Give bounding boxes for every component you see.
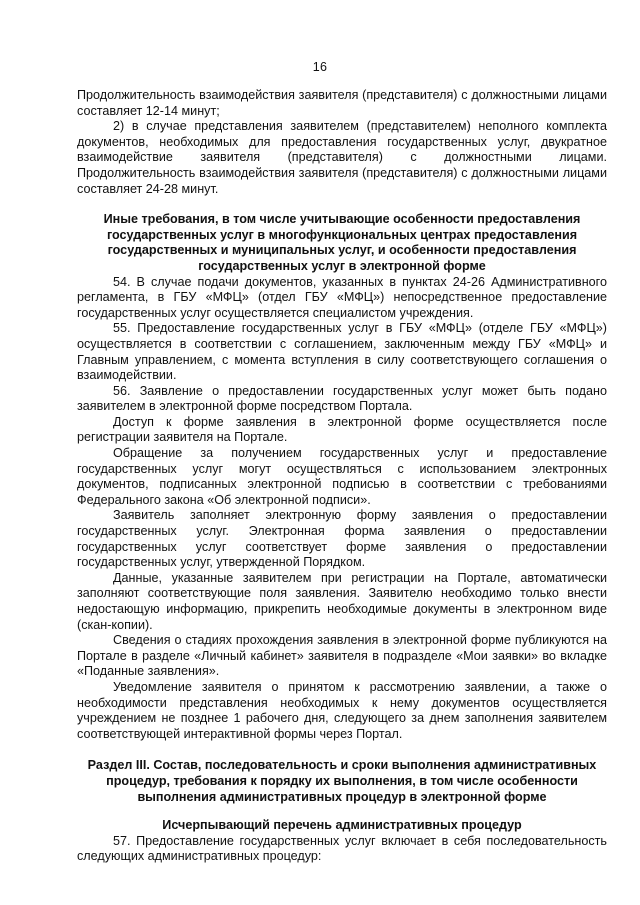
- paragraph-57: 57. Предоставление государственных услуг включает в себя последовательность следующих административных процедур:: [77, 833, 607, 864]
- paragraph: Данные, указанные заявителем при регистрации на Портале, автоматически заполняют соответствующие поля заявления. Заявителю необходимо только внести недостающую информацию, прикрепить необходимые документы в электронном виде (скан-копии).: [77, 570, 607, 632]
- paragraph-56: 56. Заявление о предоставлении государственных услуг может быть подано заявителем в электронной форме посредством Портала.: [77, 383, 607, 414]
- paragraph-54: 54. В случае подачи документов, указанных в пунктах 24-26 Административного регламента, в ГБУ «МФЦ» (отдел ГБУ «МФЦ») непосредственное предоставление государственных услуг осуществляется специалистом учреждения.: [77, 274, 607, 320]
- paragraph: Обращение за получением государственных услуг и предоставление государственных услуг могут осуществляться с использованием электронных документов, подписанных электронной подписью в соответствии с требованиями Федерального закона «Об электронной подписи».: [77, 446, 607, 507]
- page-number: 16: [312, 60, 328, 74]
- paragraph: Доступ к форме заявления в электронной форме осуществляется после регистрации заявителя на Портале.: [77, 414, 607, 445]
- paragraph: Сведения о стадиях прохождения заявления в электронной форме публикуются на Портале в разделе «Личный кабинет» заявителя в подразделе «Мои заявки» во вкладке «Поданные заявления».: [77, 633, 607, 679]
- paragraph: 2) в случае представления заявителем (представителем) неполного комплекта документов, необходимых для предоставления государственных услуг, двукратное взаимодействие заявителя (представителя) с должностными лицами. Продолжительность взаимодействия заявителя (представителя) с должностными лицами составляет 24-28 минут.: [77, 119, 607, 196]
- paragraph: Заявитель заполняет электронную форму заявления о предоставлении государственных услуг. Электронная форма заявления о предоставлении государственных услуг соответствует форме заявления о предоставлении государственных услуг, утвержденной Порядком.: [77, 508, 607, 570]
- document-body: [77, 88, 607, 865]
- paragraph-55: 55. Предоставление государственных услуг в ГБУ «МФЦ» (отделе ГБУ «МФЦ») осуществляется в соответствии с соглашением, заключенным между ГБУ «МФЦ» и Главным управлением, с момента вступления в силу соответствующего соглашения о взаимодействии.: [77, 321, 607, 383]
- section-heading-part-3: Раздел III. Состав, последовательность и сроки выполнения административных процедур, требования к порядку их выполнения, в том числе особенности выполнения административных процедур в электронной форме: [87, 758, 597, 804]
- paragraph: Продолжительность взаимодействия заявителя (представителя) с должностными лицами составляет 12-14 минут;: [77, 88, 607, 118]
- subsection-heading-procedures: Исчерпывающий перечень административных процедур: [162, 818, 522, 833]
- paragraph: Уведомление заявителя о принятом к рассмотрению заявлении, а также о необходимости представления необходимых к нему документов осуществляется учреждением не позднее 1 рабочего дня, следующего за днем заполнения заявителем соответствующей интерактивной формы через Портал.: [77, 679, 607, 741]
- section-heading-requirements: Иные требования, в том числе учитывающие особенности предоставления государственных услуг в многофункциональных центрах предоставления государственных и муниципальных услуг, и особенности предоставления государственных услуг в электронной форме: [103, 212, 581, 273]
